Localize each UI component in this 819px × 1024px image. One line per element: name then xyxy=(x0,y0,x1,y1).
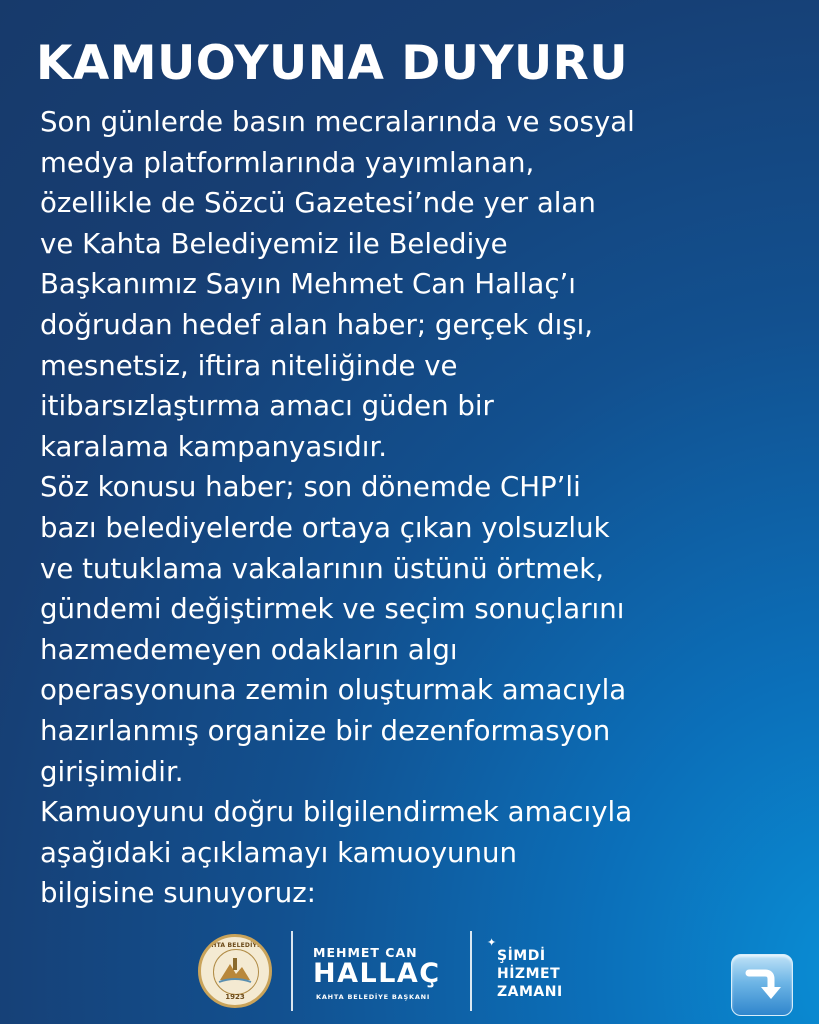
announcement-body xyxy=(40,102,800,914)
body-line: gündemi değiştirmek ve seçim sonuçlarını xyxy=(40,592,625,626)
mayor-first-name: MEHMET CAN xyxy=(313,945,418,960)
body-line: hazırlanmış organize bir dezenformasyon xyxy=(40,713,611,747)
body-line: doğrudan hedef alan haber; gerçek dışı, xyxy=(40,307,594,341)
body-line: Kamuoyunu doğru bilgilendirmek amacıyla xyxy=(40,795,633,829)
slogan xyxy=(497,947,563,1001)
body-line: medya platformlarında yayımlanan, xyxy=(40,145,535,179)
footer xyxy=(0,925,819,1024)
slogan-line: HİZMET xyxy=(497,966,561,982)
body-line: bilgisine sunuyoruz: xyxy=(40,876,316,910)
body-line: karalama kampanyasıdır. xyxy=(40,429,388,463)
municipality-seal-logo xyxy=(198,934,272,1008)
body-line: özellikle de Sözcü Gazetesi’nde yer alan xyxy=(40,186,596,220)
seal-emblem xyxy=(213,949,259,995)
slogan-line: ZAMANI xyxy=(497,984,563,1000)
body-line: Başkanımız Sayın Mehmet Can Hallaç’ı xyxy=(40,267,576,301)
body-line: Söz konusu haber; son dönemde CHP’li xyxy=(40,470,581,504)
mayor-last-name: HALLAÇ xyxy=(313,958,441,989)
slogan-line: ŞİMDİ xyxy=(497,948,546,964)
body-line: Son günlerde basın mecralarında ve sosyal xyxy=(40,105,635,138)
body-line: mesnetsiz, iftira niteliğinde ve xyxy=(40,348,458,382)
mayor-role: KAHTA BELEDİYE BAŞKANI xyxy=(316,993,431,1001)
footer-divider xyxy=(291,931,293,1011)
arrow-down-right-turn-icon[interactable] xyxy=(731,954,793,1016)
body-line: itibarsızlaştırma amacı güden bir xyxy=(40,389,494,423)
page-title: KAMUOYUNA DUYURU xyxy=(36,36,629,91)
body-line: aşağıdaki açıklamayı kamuoyunun xyxy=(40,835,518,869)
footer-divider xyxy=(470,931,472,1011)
seal-ring-text: KAHTA BELEDİYESİ xyxy=(201,942,269,949)
body-line: ve tutuklama vakalarının üstünü örtmek, xyxy=(40,551,605,585)
sparkle-icon: ✦ xyxy=(487,936,497,949)
body-line: girişimidir. xyxy=(40,754,184,788)
body-line: ve Kahta Belediyemiz ile Belediye xyxy=(40,226,508,260)
body-line: operasyonuna zemin oluşturmak amacıyla xyxy=(40,673,627,707)
body-line: bazı belediyelerde ortaya çıkan yolsuzluk xyxy=(40,510,610,544)
seal-year: 1923 xyxy=(225,993,245,1001)
body-line: hazmedemeyen odakların algı xyxy=(40,632,458,666)
